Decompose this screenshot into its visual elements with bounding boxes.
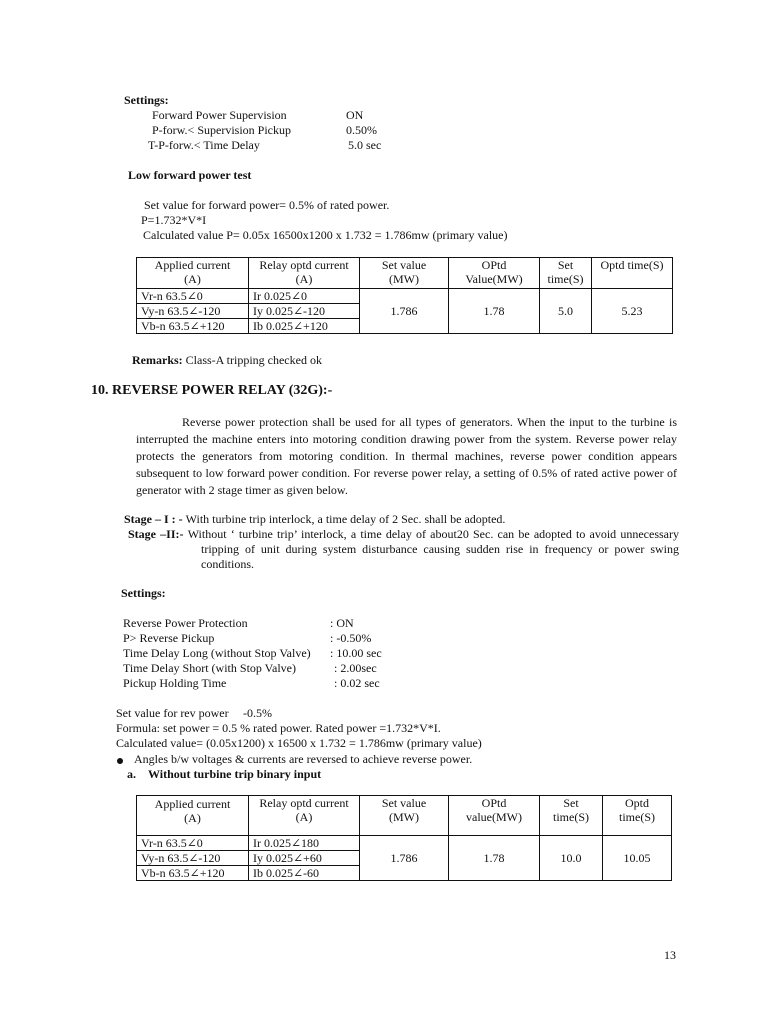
header-cell: Optd time(S) <box>592 258 673 289</box>
table-header-row <box>137 258 673 289</box>
settings-heading: Settings: <box>124 93 169 107</box>
rev-set-label: Set value for rev power <box>116 706 229 720</box>
optd-value-cell: 1.78 <box>449 289 540 334</box>
lfp-heading: Low forward power test <box>128 168 252 182</box>
rev-bullet-text: Angles b/w voltages & currents are reversed to achieve reverse power. <box>134 752 473 766</box>
setting-value: : 2.00sec <box>334 661 377 675</box>
setting-value: : 10.00 sec <box>330 646 382 660</box>
setting-value: 0.50% <box>346 123 377 137</box>
header-cell: Relay optd current (A) <box>249 258 360 289</box>
applied-current-cell: Vb-n 63.5∠+120 <box>137 866 249 881</box>
setting-value: : -0.50% <box>330 631 372 645</box>
section-paragraph <box>136 414 677 499</box>
header-cell: Set time(S) <box>540 796 603 836</box>
header-cell: Optd time(S) <box>603 796 672 836</box>
header-cell: Set value (MW) <box>360 258 449 289</box>
set-value-cell: 1.786 <box>360 836 449 881</box>
paragraph-text: Reverse power protection shall be used for all types of generators. When the input to the turbine is interrupted the machine enters into motoring condition drawing power from the system. Reverse power relay protects the generators from motoring condition. In thermal machines, reverse power condition appears subsequent to low forward power condition. For reverse power relay, a setting of 0.5% of rated active power of generator with 2 stage timer as given below. <box>136 415 677 497</box>
stage-1 <box>124 512 679 527</box>
sub-label: a. <box>127 767 136 781</box>
relay-current-cell: Ib 0.025∠-60 <box>249 866 360 881</box>
bullet-icon <box>117 758 123 764</box>
setting-value: ON <box>346 108 364 122</box>
lfp-calc: Calculated value P= 0.05x 16500x1200 x 1.732 = 1.786mw (primary value) <box>143 228 508 242</box>
setting-value: 5.0 sec <box>348 138 382 152</box>
remarks <box>132 353 322 368</box>
setting-label: Time Delay Long (without Stop Valve) <box>123 646 311 660</box>
header-cell: OPtd value(MW) <box>449 796 540 836</box>
applied-current-cell: Vy-n 63.5∠-120 <box>137 851 249 866</box>
setting-label: P> Reverse Pickup <box>123 631 215 645</box>
table-row <box>137 836 672 851</box>
setting-label: Forward Power Supervision <box>152 108 287 122</box>
rev-formula: Formula: set power = 0.5 % rated power. Rated power =1.732*V*I. <box>116 721 441 735</box>
header-cell: Set value (MW) <box>360 796 449 836</box>
optd-time-cell: 10.05 <box>603 836 672 881</box>
stage-1-text: With turbine trip interlock, a time delay of 2 Sec. shall be adopted. <box>185 512 506 526</box>
remarks-label: Remarks: <box>132 353 183 367</box>
stage-2-label: Stage –II:- <box>128 527 188 541</box>
remarks-text: Class-A tripping checked ok <box>182 353 322 367</box>
relay-current-cell: Ib 0.025∠+120 <box>249 319 360 334</box>
rev-set-value: -0.5% <box>243 706 272 720</box>
setting-label: T-P-forw.< Time Delay <box>148 138 260 152</box>
lfp-formula: P=1.732*V*I <box>141 213 207 227</box>
setting-label: P-forw.< Supervision Pickup <box>152 123 291 137</box>
optd-value-cell: 1.78 <box>449 836 540 881</box>
table-header-row <box>137 796 672 836</box>
applied-current-cell: Vy-n 63.5∠-120 <box>137 304 249 319</box>
setting-label: Pickup Holding Time <box>123 676 227 690</box>
set-value-cell: 1.786 <box>360 289 449 334</box>
table-row <box>137 289 673 304</box>
stage-2 <box>128 527 679 572</box>
relay-current-cell: Iy 0.025∠+60 <box>249 851 360 866</box>
optd-time-cell: 5.23 <box>592 289 673 334</box>
applied-current-cell: Vr-n 63.5∠0 <box>137 836 249 851</box>
header-cell: OPtd Value(MW) <box>449 258 540 289</box>
rev-calc: Calculated value= (0.05x1200) x 16500 x 1.732 = 1.786mw (primary value) <box>116 736 482 750</box>
sub-heading: Without turbine trip binary input <box>148 767 322 781</box>
stage-2-text: Without ‘ turbine trip’ interlock, a time delay of about20 Sec. can be adopted to avoid unnecessary tripping of unit during system disturbance causing sudden rise in frequency or power swing conditions. <box>187 527 679 571</box>
relay-current-cell: Ir 0.025∠0 <box>249 289 360 304</box>
header-cell: Set time(S) <box>540 258 592 289</box>
applied-current-cell: Vb-n 63.5∠+120 <box>137 319 249 334</box>
forward-power-table <box>136 257 673 334</box>
header-cell: Applied current (A) <box>137 796 249 836</box>
section-heading: 10. REVERSE POWER RELAY (32G):- <box>91 383 333 398</box>
set-time-cell: 5.0 <box>540 289 592 334</box>
settings-heading: Settings: <box>121 586 166 600</box>
lfp-line: Set value for forward power= 0.5% of rated power. <box>144 198 390 212</box>
set-time-cell: 10.0 <box>540 836 603 881</box>
applied-current-cell: Vr-n 63.5∠0 <box>137 289 249 304</box>
relay-current-cell: Iy 0.025∠-120 <box>249 304 360 319</box>
setting-value: : ON <box>330 616 354 630</box>
page-number: 13 <box>664 948 676 962</box>
reverse-power-table <box>136 795 672 881</box>
relay-current-cell: Ir 0.025∠180 <box>249 836 360 851</box>
setting-label: Time Delay Short (with Stop Valve) <box>123 661 296 675</box>
setting-value: : 0.02 sec <box>334 676 380 690</box>
header-cell: Applied current (A) <box>137 258 249 289</box>
setting-label: Reverse Power Protection <box>123 616 248 630</box>
header-cell: Relay optd current (A) <box>249 796 360 836</box>
stage-1-label: Stage – I : - <box>124 512 186 526</box>
